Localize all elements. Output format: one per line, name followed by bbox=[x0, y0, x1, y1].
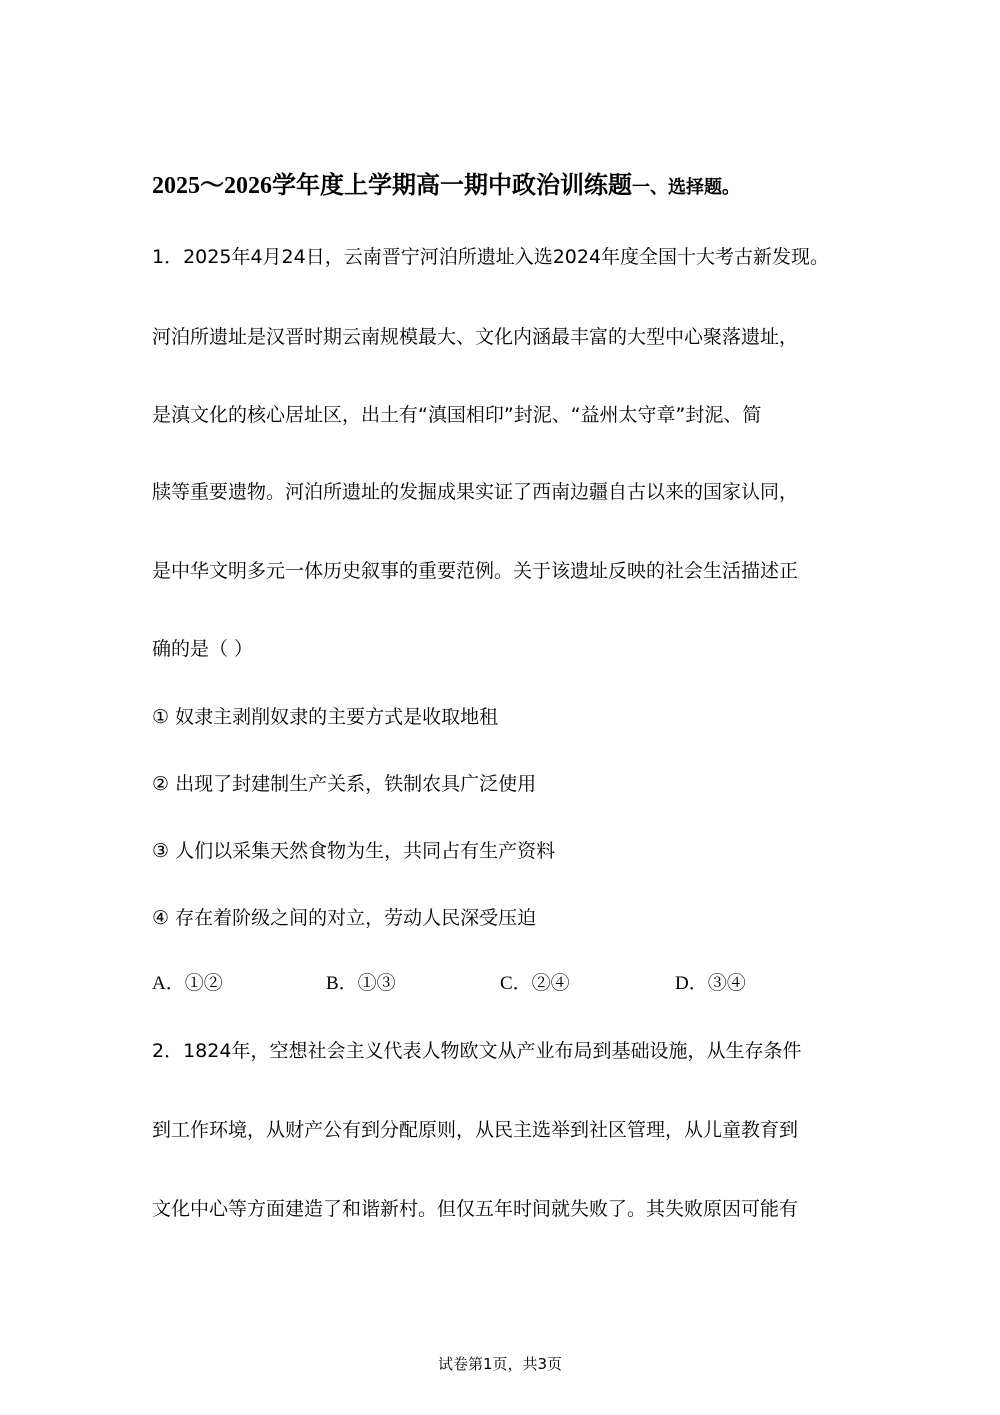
q1-line-5: 是中华文明多元一体历史叙事的重要范例。关于该遗址反映的社会生活描述正 bbox=[152, 560, 799, 582]
q2-line-1: 2．1824年，空想社会主义代表人物欧文从产业布局到基础设施，从生存条件 bbox=[152, 1040, 802, 1062]
q1-statement-3: ③ 人们以采集天然食物为生，共同占有生产资料 bbox=[152, 840, 556, 862]
page-footer: 试卷第1页，共3页 bbox=[437, 1355, 563, 1373]
section-heading: 一、选择题。 bbox=[632, 177, 740, 198]
q2-line-2: 到工作环境，从财产公有到分配原则，从民主选举到社区管理，从儿童教育到 bbox=[152, 1119, 799, 1141]
q1-option-d[interactable]: D．③④ bbox=[675, 973, 746, 994]
document-title bbox=[152, 170, 740, 204]
q1-statement-4: ④ 存在着阶级之间的对立，劳动人民深受压迫 bbox=[152, 907, 537, 929]
q1-option-b[interactable]: B．①③ bbox=[326, 973, 396, 994]
q2-line-3: 文化中心等方面建造了和谐新村。但仅五年时间就失败了。其失败原因可能有 bbox=[152, 1198, 799, 1220]
q1-statement-2: ② 出现了封建制生产关系，铁制农具广泛使用 bbox=[152, 773, 537, 795]
q1-line-2: 河泊所遗址是汉晋时期云南规模最大、文化内涵最丰富的大型中心聚落遗址， bbox=[152, 326, 799, 348]
title-text: 2025～2026学年度上学期高一期中政治训练题 bbox=[152, 173, 632, 199]
q1-line-6: 确的是（ ） bbox=[152, 638, 254, 660]
q1-option-a[interactable]: A．①② bbox=[152, 973, 223, 994]
q1-option-c[interactable]: C．②④ bbox=[500, 973, 570, 994]
q1-line-1: 1．2025年4月24日，云南晋宁河泊所遗址入选2024年度全国十大考古新发现。 bbox=[152, 246, 830, 268]
q1-line-3: 是滇文化的核心居址区，出土有“滇国相印”封泥、“益州太守章”封泥、简 bbox=[152, 404, 762, 426]
q1-statement-1: ① 奴隶主剥削奴隶的主要方式是收取地租 bbox=[152, 706, 499, 728]
q1-line-4: 牍等重要遗物。河泊所遗址的发掘成果实证了西南边疆自古以来的国家认同， bbox=[152, 481, 799, 503]
